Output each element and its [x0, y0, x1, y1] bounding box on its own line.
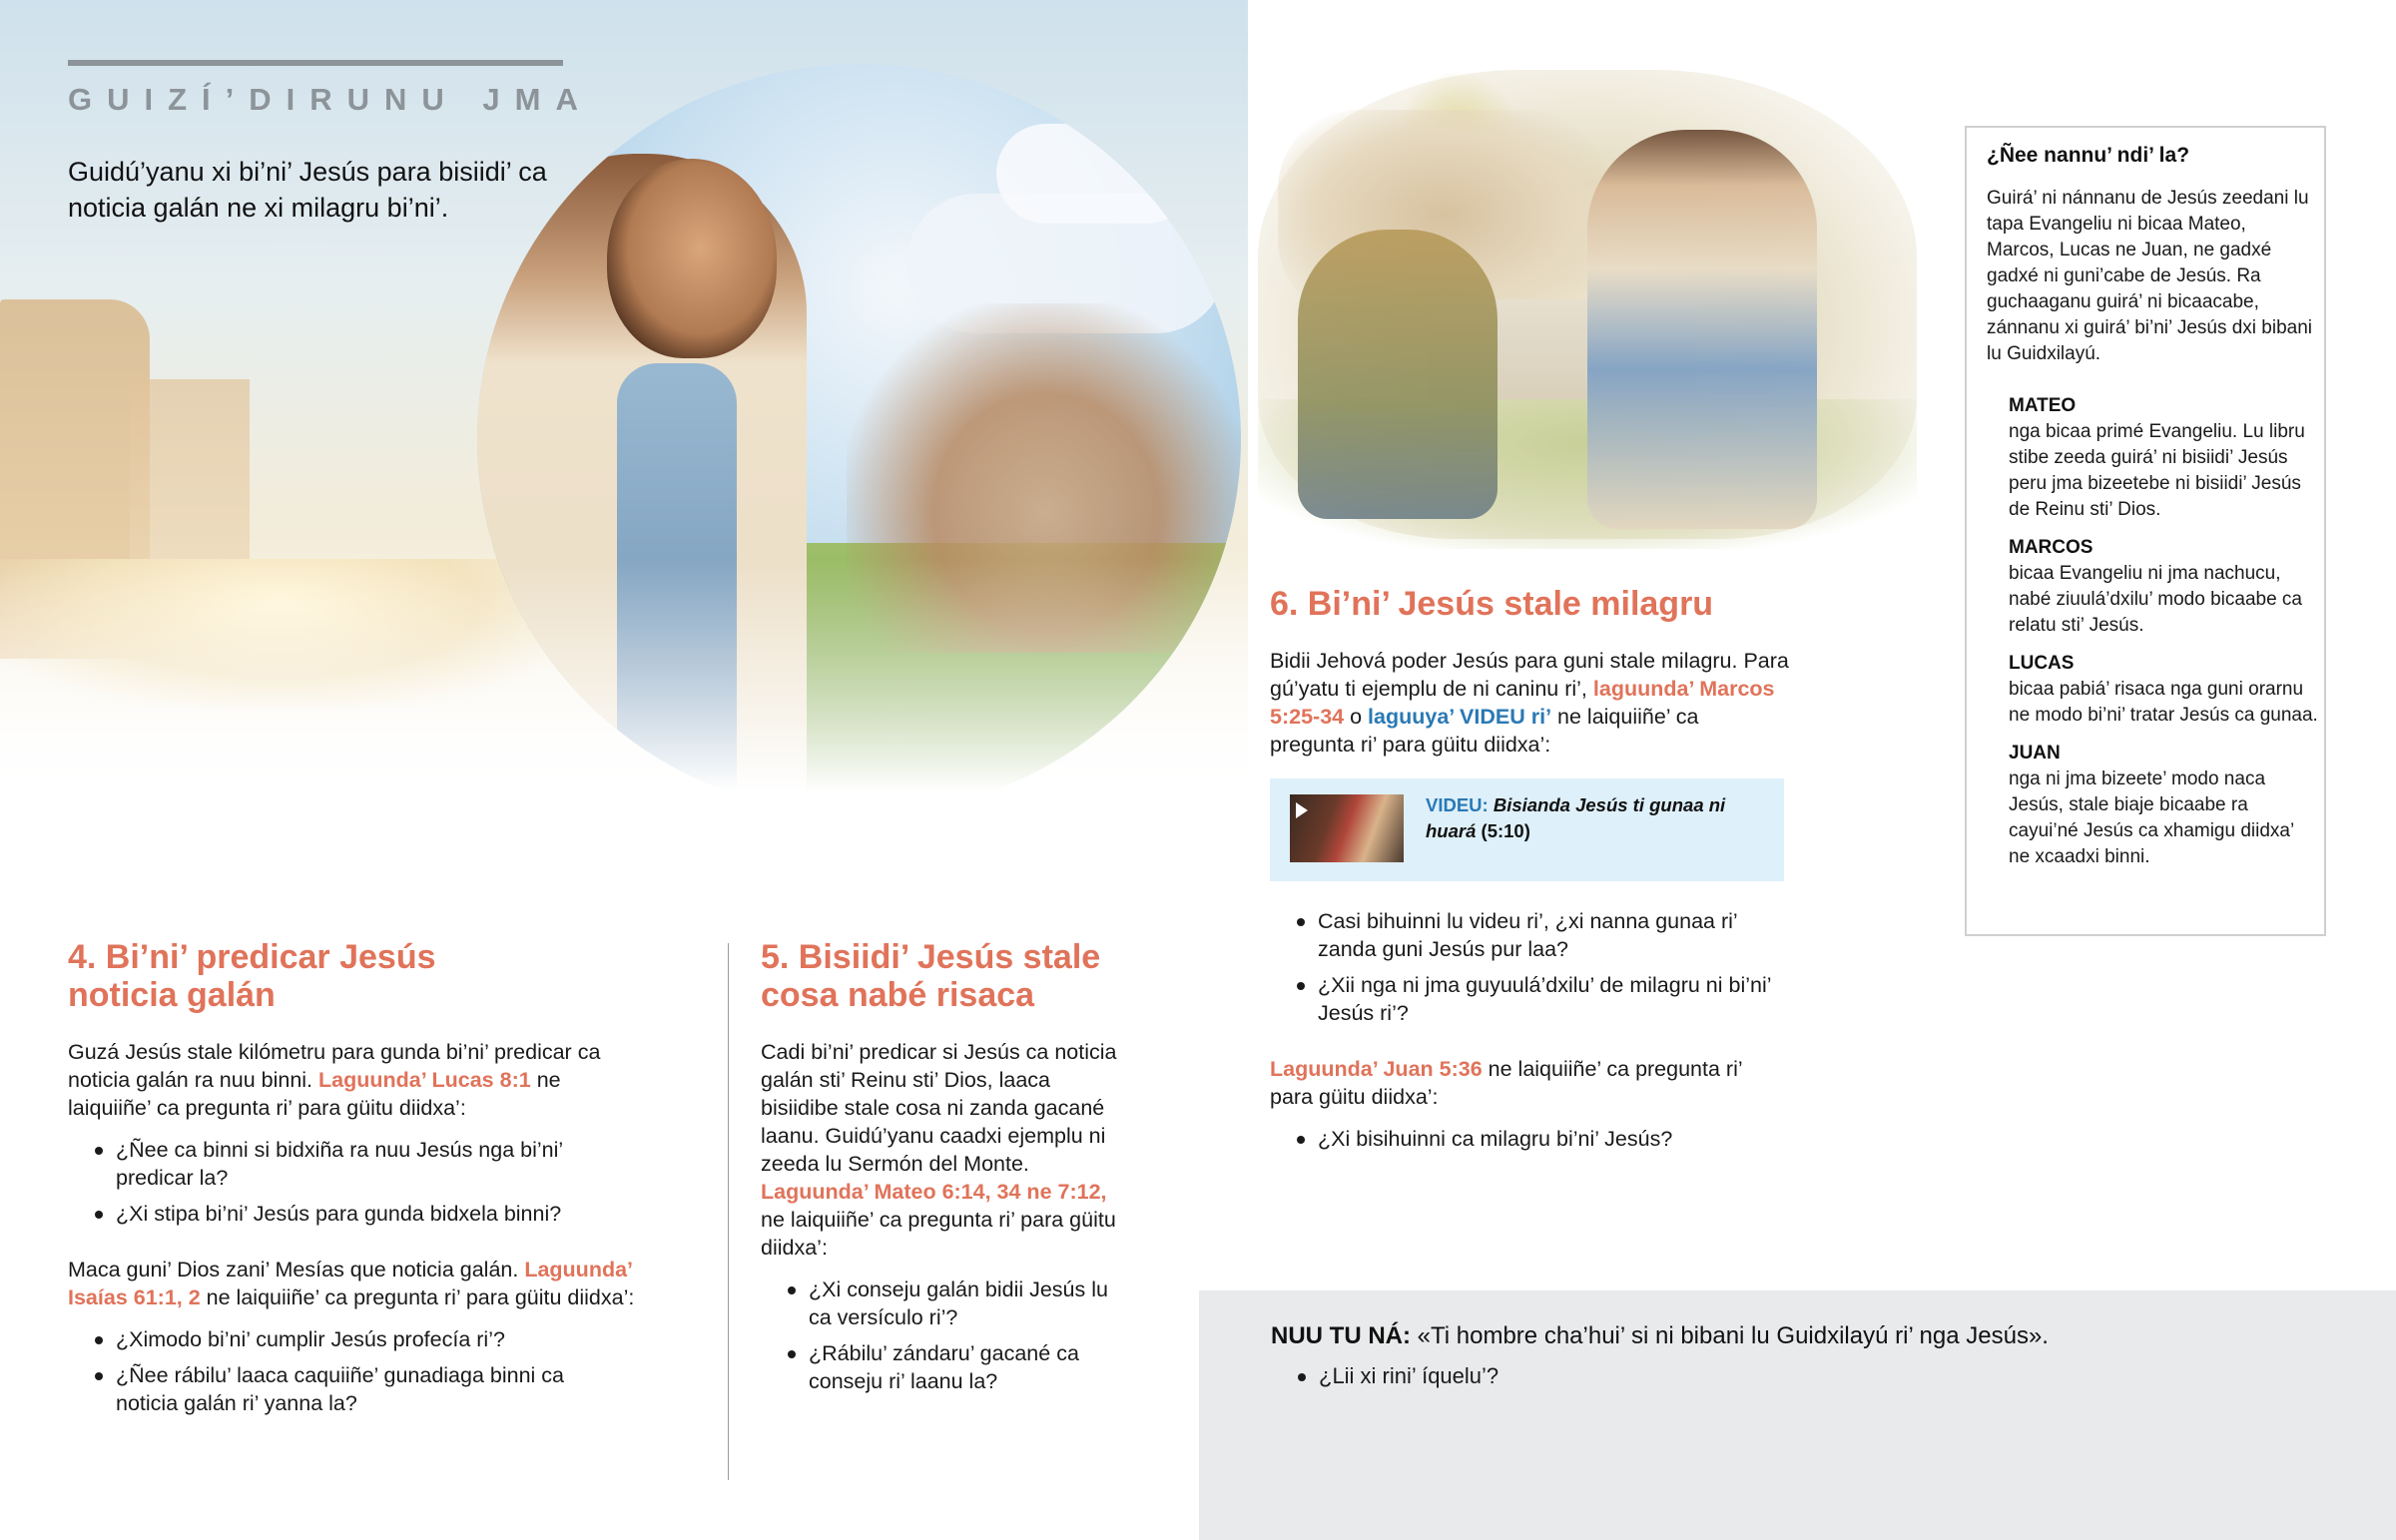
section-4-title: 4. Bi’ni’ predicar Jesús noticia galán [68, 938, 436, 1014]
section-5-questions [761, 1276, 1120, 1395]
scripture-link-mateo[interactable]: Laguunda’ Mateo 6:14, 34 ne 7:12, [761, 1180, 1107, 1204]
writer-name: MARCOS [2009, 537, 2094, 558]
did-you-know-box [1965, 126, 2326, 936]
play-icon[interactable] [1296, 802, 1308, 818]
page-kicker: GUIZÍ’DIRUNU JMA [68, 82, 593, 117]
list-item: ¿Xi conseju galán bidii Jesús lu ca versículo ri’? [761, 1276, 1120, 1331]
list-item [2009, 535, 2318, 639]
list-item: Casi bihuinni lu videu ri’, ¿xi nanna gunaa ri’ zanda guni Jesús pur laa? [1270, 907, 1789, 963]
section-6-questions-1 [1270, 907, 1789, 1027]
some-people-say-quote: «Ti hombre cha’hui’ si ni bibani lu Guidxilayú ri’ nga Jesús». [1417, 1322, 2049, 1349]
writer-description: nga ni jma bizeete’ modo naca Jesús, stale biaje bicaabe ra cayui’né Jesús ca xhamigu diidxa’ ne xcaadxi binni. [2009, 769, 2294, 867]
scripture-link-marcos[interactable]: laguunda’ Marcos 5:25-34 [1270, 677, 1775, 729]
video-title[interactable]: Bisianda Jesús ti gunaa ni huará [1426, 794, 1726, 841]
video-thumbnail[interactable] [1290, 794, 1404, 862]
some-people-say-panel [1199, 1290, 2396, 1540]
some-people-say-questions [1271, 1362, 2169, 1398]
gospel-writers-list [2009, 393, 2318, 882]
video-caption [1426, 792, 1765, 844]
hero-fade [0, 559, 1248, 818]
video-card[interactable] [1270, 778, 1784, 881]
some-people-say-line [1271, 1320, 2049, 1352]
video-link[interactable]: laguuya’ VIDEU ri’ [1368, 705, 1552, 729]
video-duration: (5:10) [1481, 820, 1530, 841]
writer-description: bicaa Evangeliu ni jma nachucu, nabé ziuulá’dxilu’ modo bicaabe ca relatu sti’ Jesús. [2009, 563, 2302, 636]
section-5-paragraph-1: Cadi bi’ni’ predicar si Jesús ca noticia galán sti’ Reinu sti’ Dios, laaca bisiidibe stale cosa ni zanda gacané laanu. Guidú’yanu caadxi ejemplu ni zeeda lu Sermón del Monte. Laguunda’ Mateo 6:14, 34 ne 7:12, ne laiquiiñe’ ca pregunta ri’ para güitu diidxa’: [761, 1040, 1117, 1260]
some-people-say-label: NUU TU NÁ: [1271, 1322, 1411, 1349]
scripture-link-isaias[interactable]: Laguunda’ Isaías 61:1, 2 [68, 1258, 632, 1309]
list-item: ¿Lii xi rini’ íquelu’? [1271, 1362, 2169, 1390]
list-item: ¿Ñee ca binni si bidxiña ra nuu Jesús nga bi’ni’ predicar la? [68, 1136, 627, 1192]
list-item: ¿Xi bisihuinni ca milagru bi’ni’ Jesús? [1270, 1125, 1789, 1153]
section-6 [1270, 585, 1789, 1161]
section-6-questions-2 [1270, 1125, 1789, 1153]
list-item: ¿Ximodo bi’ni’ cumplir Jesús profecía ri’? [68, 1325, 627, 1353]
video-label: VIDEU: [1426, 794, 1489, 815]
writer-name: LUCAS [2009, 653, 2075, 674]
list-item: ¿Rábilu’ zándaru’ gacané ca conseju ri’ laanu la? [761, 1339, 1120, 1395]
list-item [2009, 393, 2318, 523]
jesus-kneeling-figure [1587, 130, 1817, 529]
scripture-link-juan[interactable]: Laguunda’ Juan 5:36 [1270, 1057, 1483, 1081]
did-you-know-title: ¿Ñee nannu’ ndi’ la? [1987, 144, 2190, 167]
list-item [2009, 651, 2318, 729]
section-6-paragraph-2: Laguunda’ Juan 5:36 ne laiquiiñe’ ca pregunta ri’ para güitu diidxa’: [1270, 1057, 1742, 1109]
cloud-shape-2 [996, 124, 1196, 224]
section-5-title: 5. Bisiidi’ Jesús stale cosa nabé risaca [761, 938, 1101, 1014]
column-divider [728, 943, 729, 1480]
section-5 [761, 938, 1132, 1403]
list-item: ¿Xi stipa bi’ni’ Jesús para gunda bidxela binni? [68, 1200, 627, 1228]
list-item [2009, 741, 2318, 870]
did-you-know-intro: Guirá’ ni nánnanu de Jesús zeedani lu tapa Evangeliu ni bicaa Mateo, Marcos, Lucas ne Juan, ne gadxé gadxé ni guni’cabe de Jesús. Ra guchaaganu guirá’ ni bicaacabe, zánnanu xi guirá’ bi’ni’ Jesús dxi bibani lu Guidxilayú. [1987, 188, 2313, 364]
section-4 [68, 938, 667, 1425]
list-item: ¿Ñee rábilu’ laaca caquiiñe’ gunadiaga binni ca noticia galán ri’ yanna la? [68, 1361, 627, 1417]
section-4-questions-2 [68, 1325, 627, 1417]
scripture-link-lucas[interactable]: Laguunda’ Lucas 8:1 [318, 1068, 531, 1092]
section-4-paragraph-2: Maca guni’ Dios zani’ Mesías que noticia galán. Laguunda’ Isaías 61:1, 2 ne laiquiiñe’ ca pregunta ri’ para güitu diidxa’: [68, 1258, 635, 1309]
kneeling-woman-figure [1298, 230, 1498, 519]
list-item: ¿Xii nga ni jma guyuulá’dxilu’ de milagru ni bi’ni’ Jesús ri’? [1270, 971, 1789, 1027]
section-6-paragraph-1: Bidii Jehová poder Jesús para guni stale milagru. Para gú’yatu ti ejemplu de ni caninu ri’, laguunda’ Marcos 5:25-34 o laguuya’ VIDEU ri’ ne laiquiiñe’ ca pregunta ri’ para güitu diidxa’: [1270, 649, 1789, 757]
writer-description: nga bicaa primé Evangeliu. Lu libru stibe zeeda guirá’ ni bisiidi’ Jesús peru jma bizeetebe ni bisiidi’ Jesús de Reinu sti’ Dios. [2009, 421, 2305, 520]
section-4-questions-1 [68, 1136, 627, 1228]
jesus-head [607, 159, 777, 358]
writer-name: JUAN [2009, 743, 2061, 764]
intro-text: Guidú’yanu xi bi’ni’ Jesús para bisiidi’ ca noticia galán ne xi milagru bi’ni’. [68, 157, 547, 223]
header-rule [68, 60, 563, 66]
section-4-paragraph-1: Guzá Jesús stale kilómetru para gunda bi’ni’ predicar ca noticia galán ra nuu binni. Laguunda’ Lucas 8:1 ne laiquiiñe’ ca pregunta ri’ para güitu diidxa’: [68, 1040, 601, 1120]
section-6-title: 6. Bi’ni’ Jesús stale milagru [1270, 585, 1714, 623]
writer-description: bicaa pabiá’ risaca nga guni orarnu ne modo bi’ni’ tratar Jesús ca gunaa. [2009, 679, 2318, 726]
writer-name: MATEO [2009, 395, 2077, 416]
